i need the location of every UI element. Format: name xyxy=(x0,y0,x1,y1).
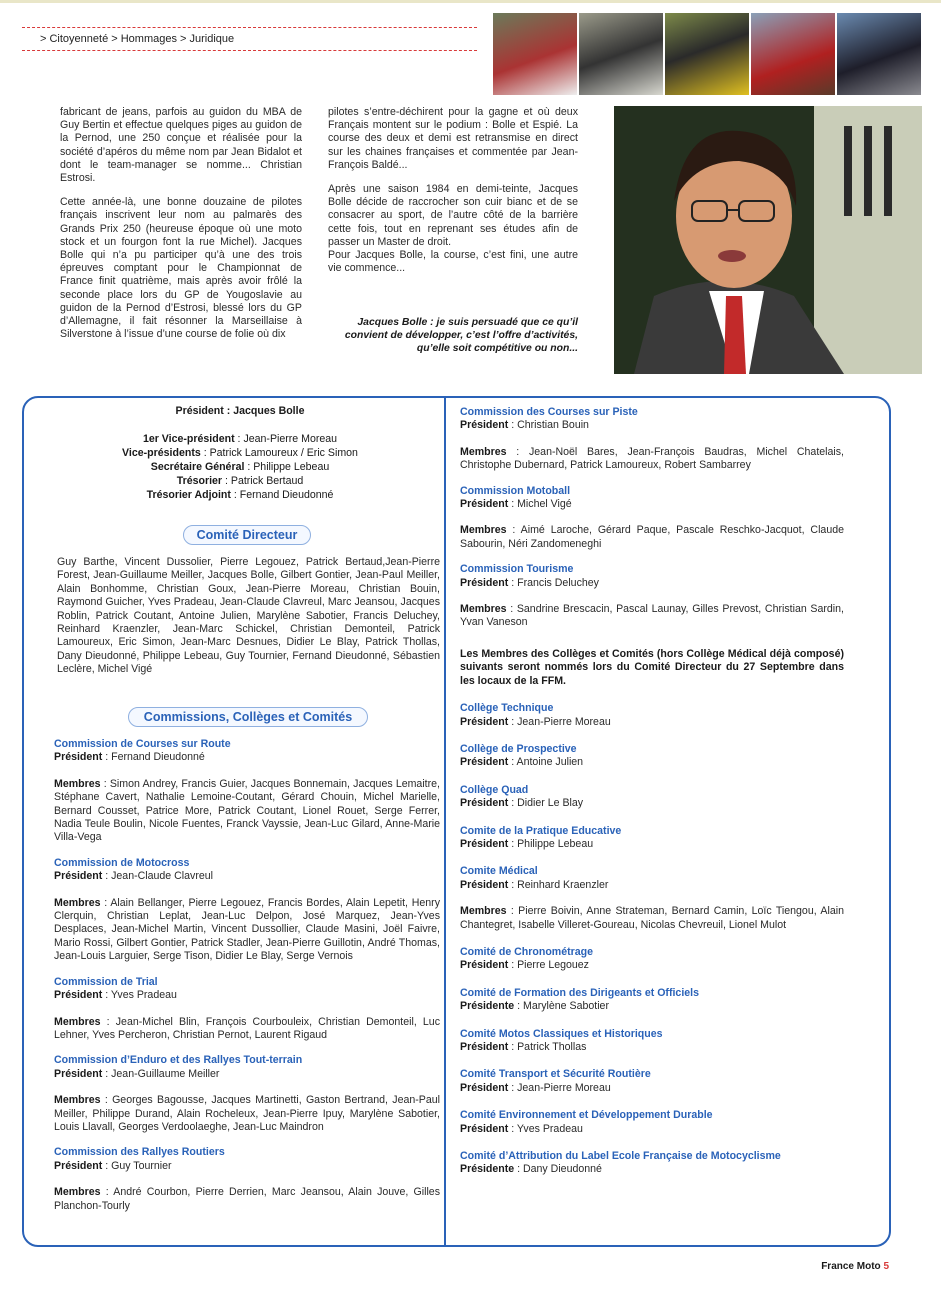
college-members xyxy=(460,905,844,932)
article-paragraph: pilotes s’entre-déchirent pour la gagne et où deux Français montent sur le podium : Bolle et Espié. La course des deux et demi est retransmise en direct sur les chaines françaises et commentée par Jean-François Baldé... xyxy=(328,106,578,171)
commission-title: Commission des Courses sur Piste xyxy=(460,406,638,418)
head-name: : Didier Le Blay xyxy=(508,797,584,810)
college-title: Comité de Formation des Dirigeants et Officiels xyxy=(460,986,699,999)
portrait-illustration xyxy=(614,106,922,374)
college-block xyxy=(460,743,844,770)
role-label: Présidente xyxy=(460,1000,515,1013)
college-title: Comité Motos Classiques et Historiques xyxy=(460,1027,663,1040)
magazine-name: France Moto xyxy=(821,1261,881,1272)
head-name: : Francis Deluchey xyxy=(508,576,599,589)
members-list: : Sandrine Brescacin, Pascal Launay, Gilles Prevost, Christian Sardin, Yvan Vaneson xyxy=(460,603,844,629)
college-block xyxy=(460,1150,844,1177)
commission-members xyxy=(54,1186,440,1213)
commission-block xyxy=(460,563,844,630)
commission-block xyxy=(54,1146,440,1213)
role-label: Présidente xyxy=(460,1163,515,1176)
commission-title: Commission d’Enduro et des Rallyes Tout-terrain xyxy=(54,1054,303,1067)
bureau-label: Trésorier xyxy=(176,475,223,487)
members-label: Membres xyxy=(54,1015,101,1028)
motorcycle-photo-strip xyxy=(493,13,921,95)
commission-members xyxy=(54,778,440,845)
bureau-row xyxy=(40,460,440,474)
head-name: : Christian Bouin xyxy=(508,419,589,432)
college-head xyxy=(460,1041,844,1054)
college-title: Collège Technique xyxy=(460,702,554,715)
members-label: Membres xyxy=(460,445,507,458)
article-column-2 xyxy=(328,106,578,286)
members-label: Membres xyxy=(460,524,507,537)
head-name: : Yves Pradeau xyxy=(102,989,177,1002)
head-name: : Jean-Guillaume Meiller xyxy=(102,1067,220,1080)
comite-directeur-members xyxy=(57,556,440,677)
members-list: : Jean-Michel Blin, François Courbouleix, Christian Demonteil, Luc Lehner, Yves Percheron, Christian Pernot, Laurent Rigaud xyxy=(54,1015,440,1041)
breadcrumb: > Citoyenneté > Hommages > Juridique xyxy=(40,33,235,45)
bureau-label: Secrétaire Général xyxy=(150,461,245,473)
members-label: Membres xyxy=(460,603,507,616)
article-column-1 xyxy=(60,106,302,352)
role-label: Président xyxy=(460,419,509,432)
bureau-label: Trésorier Adjoint xyxy=(146,489,231,501)
members-list: : Georges Bagousse, Jacques Martinetti, Gaston Bertrand, Jean-Paul Meiller, Philippe Durand, Alain Rocheleux, Jean-Pierre Ipuy, Marylène Sabotier, Louis Llavall, Georges Verdoolaeghe, Jean-Luc Maindron xyxy=(54,1094,440,1133)
president-name: : Jacques Bolle xyxy=(226,405,305,417)
role-label: Président xyxy=(54,989,103,1002)
role-label: Président xyxy=(460,1041,509,1053)
members-list: : Alain Bellanger, Pierre Legouez, Francis Bordes, Alain Lepetit, Henry Clerquin, Christian Leplat, Jean-Luc Delpon, José Marquez, Jean-Yves Desplaces, Jean-Michel Martin, Vincent Dussollier, Claude Masini, Joël Faivre, Mario Rossi, Gilbert Gontier, Patrick Stadler, Jean-Pierre Guillotin, André Thomas, Jean-Louis Larguier, Serge Tison, Didier Le Blay, Serge Vernois xyxy=(54,896,440,963)
portrait-photo xyxy=(614,106,922,374)
column-divider xyxy=(444,398,446,1245)
members-list: : Jean-Noël Bares, Jean-François Baudras, Michel Chatelais, Christophe Dubernard, Patrick Lamoureux, Robert Sambarrey xyxy=(460,445,844,472)
left-commissions xyxy=(54,738,440,1213)
head-name: : Jean-Claude Clavreul xyxy=(102,870,213,883)
role-label: Président xyxy=(460,1081,509,1094)
commission-members xyxy=(460,603,844,630)
head-name: : Jean-Pierre Moreau xyxy=(508,715,611,728)
commission-head xyxy=(54,1068,440,1081)
commission-members xyxy=(54,897,440,964)
commission-head xyxy=(54,751,440,764)
president-label: Président xyxy=(175,405,224,417)
college-head xyxy=(460,1123,844,1136)
college-title: Collège Quad xyxy=(460,783,529,796)
bureau-value: : Patrick Lamoureux / Eric Simon xyxy=(200,447,358,459)
commission-head xyxy=(460,577,844,590)
members-label: Membres xyxy=(54,896,101,909)
commission-members xyxy=(460,446,844,473)
role-label: Président xyxy=(54,1067,103,1080)
role-label: Président xyxy=(460,878,509,891)
college-head xyxy=(460,1163,844,1176)
commission-title: Commission de Trial xyxy=(54,975,158,988)
bureau-label: 1er Vice-président xyxy=(142,433,235,445)
article-paragraph: Après une saison 1984 en demi-teinte, Jacques Bolle décide de raccrocher son cuir bianc et de se consacrer au sport, de l’autre côté de la barrière cette fois, tout en reprenant ses études afin de passer un Master de droit. xyxy=(328,183,578,248)
head-name: : Michel Vigé xyxy=(508,498,572,511)
photo-rider-number xyxy=(665,13,749,95)
president-line xyxy=(40,404,440,418)
commission-block xyxy=(54,976,440,1043)
page-footer xyxy=(821,1261,889,1272)
commission-block xyxy=(460,485,844,552)
bureau-row xyxy=(40,488,440,502)
article-paragraph: fabricant de jeans, parfois au guidon du MBA de Guy Bertin et effectue quelques piges au guidon de la Pernod, une 250 conçue et réalisée pour la société d’apéros du même nom par Jean Bidalot et dont le team-manager se nomme... Christian Estrosi. xyxy=(60,106,302,185)
members-label: Membres xyxy=(54,777,101,790)
college-head xyxy=(460,1000,844,1013)
commission-head xyxy=(54,870,440,883)
role-label: Président xyxy=(460,797,509,810)
college-title: Comite de la Pratique Educative xyxy=(460,824,622,837)
role-label: Président xyxy=(54,1159,103,1172)
role-label: Président xyxy=(460,1122,509,1135)
commission-head xyxy=(460,419,844,432)
college-head xyxy=(460,1082,844,1095)
college-block xyxy=(460,987,844,1014)
college-block xyxy=(460,1109,844,1136)
comite-directeur-list: Guy Barthe, Vincent Dussolier, Pierre Legouez, Patrick Bertaud,Jean-Pierre Forest, Jean-Guillaume Meiller, Jacques Bolle, Gilbert Gontier, Jean-Paul Meiller, Alain Bonhomme, Christian Goux, Jean-Pierre Moreau, Christian Bouin, Raymond Guicher, Yves Pradeau, Jean-Claude Clavreul, Marc Jeansou, Jacques Roblin, Patrick Coutant, Antoine Julien, Marylène Sabotier, Francis Deluchey, Reinhard Kraenzler, Jean-Marc Schickel, Christian Demonteil, Patrick Lamoureux, Eric Simon, Jean-Marc Desnues, Didier Le Blay, Patrick Thollas, Dany Dieudonné, Philippe Lebeau, Guy Tournier, Fernand Dieudonné, Sébastien Leclère, Michel Vigé xyxy=(57,556,440,676)
commissions-heading: Commissions, Collèges et Comités xyxy=(128,707,368,727)
college-block xyxy=(460,946,844,973)
head-name: : Patrick Thollas xyxy=(508,1041,587,1053)
role-label: Président xyxy=(460,756,509,769)
college-head xyxy=(460,838,844,851)
bureau-value: : Jean-Pierre Moreau xyxy=(234,433,338,445)
role-label: Président xyxy=(460,498,509,511)
commission-members xyxy=(54,1094,440,1134)
college-title: Comité d’Attribution du Label Ecole Française de Motocyclisme xyxy=(460,1150,781,1163)
commission-head xyxy=(460,498,844,511)
head-name: : Marylène Sabotier xyxy=(514,1000,609,1013)
college-block xyxy=(460,784,844,811)
commission-block xyxy=(460,406,844,473)
commission-head xyxy=(54,989,440,1002)
head-name: : Pierre Legouez xyxy=(508,959,589,972)
page-number: 5 xyxy=(883,1261,889,1272)
bureau-label: Vice-présidents xyxy=(122,447,201,459)
college-block xyxy=(460,865,844,932)
bureau-row xyxy=(40,446,440,460)
commission-block xyxy=(54,1054,440,1134)
commission-title: Commission Tourisme xyxy=(460,563,574,576)
commission-title: Commission de Motocross xyxy=(54,856,190,869)
bureau-list xyxy=(40,432,440,502)
bureau-value: : Fernand Dieudonné xyxy=(230,489,334,501)
commission-title: Commission des Rallyes Routiers xyxy=(54,1146,225,1159)
pull-quote: Jacques Bolle : je suis persuadé que ce qu’il convient de développer, c’est l’offre d’activités, qu’elle soit compétitive ou non... xyxy=(344,317,578,354)
bureau-value: : Philippe Lebeau xyxy=(244,461,330,473)
comite-directeur-heading: Comité Directeur xyxy=(183,525,311,545)
photo-rider-helmet xyxy=(579,13,663,95)
commission-block xyxy=(54,857,440,964)
college-title: Comité Transport et Sécurité Routière xyxy=(460,1068,651,1081)
top-rule xyxy=(0,0,941,3)
members-list: : Simon Andrey, Francis Guier, Jacques Bonnemain, Jacques Lemaitre, Stéphane Cavert, Nathalie Lemoine-Coutant, Gérard Chouin, Michel Marielle, Bernard Cousset, Patrice More, Patrick Coutant, Lionel Rouet, Serge Ferrer, Nadia Teule Boulin, Nicole Fuentes, Franck Vayssie, Jean-Luc Gilard, Anne-Marie Villa-Vega xyxy=(54,777,440,844)
head-name: : Reinhard Kraenzler xyxy=(508,878,609,891)
appointment-note: Les Membres des Collèges et Comités (hors Collège Médical déjà composé) suivants seront nommés lors du Comité Directeur du 27 Septembre dans les locaux de la FFM. xyxy=(460,647,844,687)
head-name: : Yves Pradeau xyxy=(508,1122,583,1135)
college-head xyxy=(460,879,844,892)
role-label: Président xyxy=(460,837,509,850)
members-list: : André Courbon, Pierre Derrien, Marc Jeansou, Alain Jouve, Gilles Planchon-Tourly xyxy=(54,1186,440,1212)
commission-title: Commission Motoball xyxy=(460,484,571,497)
commission-block xyxy=(54,738,440,845)
college-head xyxy=(460,716,844,729)
college-head xyxy=(460,959,844,972)
role-label: Président xyxy=(54,870,103,883)
head-name: : Dany Dieudonné xyxy=(514,1163,602,1176)
members-label: Membres xyxy=(54,1094,101,1107)
college-title: Comité Environnement et Développement Durable xyxy=(460,1109,713,1122)
college-head xyxy=(460,756,844,769)
right-commissions xyxy=(460,406,844,1177)
members-label: Membres xyxy=(460,905,507,918)
photo-rider-road xyxy=(837,13,921,95)
bureau-value: : Patrick Bertaud xyxy=(222,475,304,487)
college-block xyxy=(460,702,844,729)
commission-members xyxy=(54,1016,440,1043)
head-name: : Fernand Dieudonné xyxy=(102,751,205,764)
role-label: Président xyxy=(54,751,103,764)
college-title: Comite Médical xyxy=(460,865,538,878)
article-paragraph: Cette année-là, une bonne douzaine de pilotes français inscrivent leur nom au palmarès des Grands Prix 250 (heureuse époque où une moto stock et un fourgon font la rue Michel). Jacques Bolle qui n’a pu participer qu’à une des trois épreuves comptant pour le Championnat de France finit quatrième, mais après avoir frôlé la seconde place lors du GP de Yougoslavie au guidon de la Pernod d’Estrosi, blessé lors du GP d’Allemagne, il fait résonner la Marseillaise à Silverstone à l’issue d’une course de folie où dix xyxy=(60,196,302,341)
role-label: Président xyxy=(460,959,509,972)
college-title: Comité de Chronométrage xyxy=(460,945,594,958)
commission-members xyxy=(460,524,844,551)
college-block xyxy=(460,1028,844,1055)
role-label: Président xyxy=(460,715,509,728)
commission-title: Commission de Courses sur Route xyxy=(54,738,231,750)
bureau-row xyxy=(40,432,440,446)
dashed-rule-bottom xyxy=(22,50,477,51)
college-head xyxy=(460,797,844,810)
head-name: : Philippe Lebeau xyxy=(508,837,594,850)
college-block xyxy=(460,825,844,852)
head-name: : Guy Tournier xyxy=(102,1159,172,1172)
bureau-row xyxy=(40,474,440,488)
photo-touring-bike xyxy=(751,13,835,95)
role-label: Président xyxy=(460,576,509,589)
head-name: : Jean-Pierre Moreau xyxy=(508,1081,611,1094)
head-name: : Antoine Julien xyxy=(508,756,584,769)
members-list: : Aimé Laroche, Gérard Paque, Pascale Reschko-Jacquot, Claude Sabourin, Néri Zandomeneghi xyxy=(460,524,844,550)
dashed-rule-top xyxy=(22,27,477,28)
college-block xyxy=(460,1068,844,1095)
college-title: Collège de Prospective xyxy=(460,742,577,755)
commission-head xyxy=(54,1160,440,1173)
photo-rider-red xyxy=(493,13,577,95)
article-paragraph: Pour Jacques Bolle, la course, c’est fini, une autre vie commence... xyxy=(328,249,578,275)
members-label: Membres xyxy=(54,1186,101,1199)
members-list: : Pierre Boivin, Anne Strateman, Bernard Camin, Loïc Tiengou, Alain Chantegret, Isabelle Villeret-Goureau, Nicolas Chevreuil, Lionel Mulot xyxy=(460,905,844,931)
